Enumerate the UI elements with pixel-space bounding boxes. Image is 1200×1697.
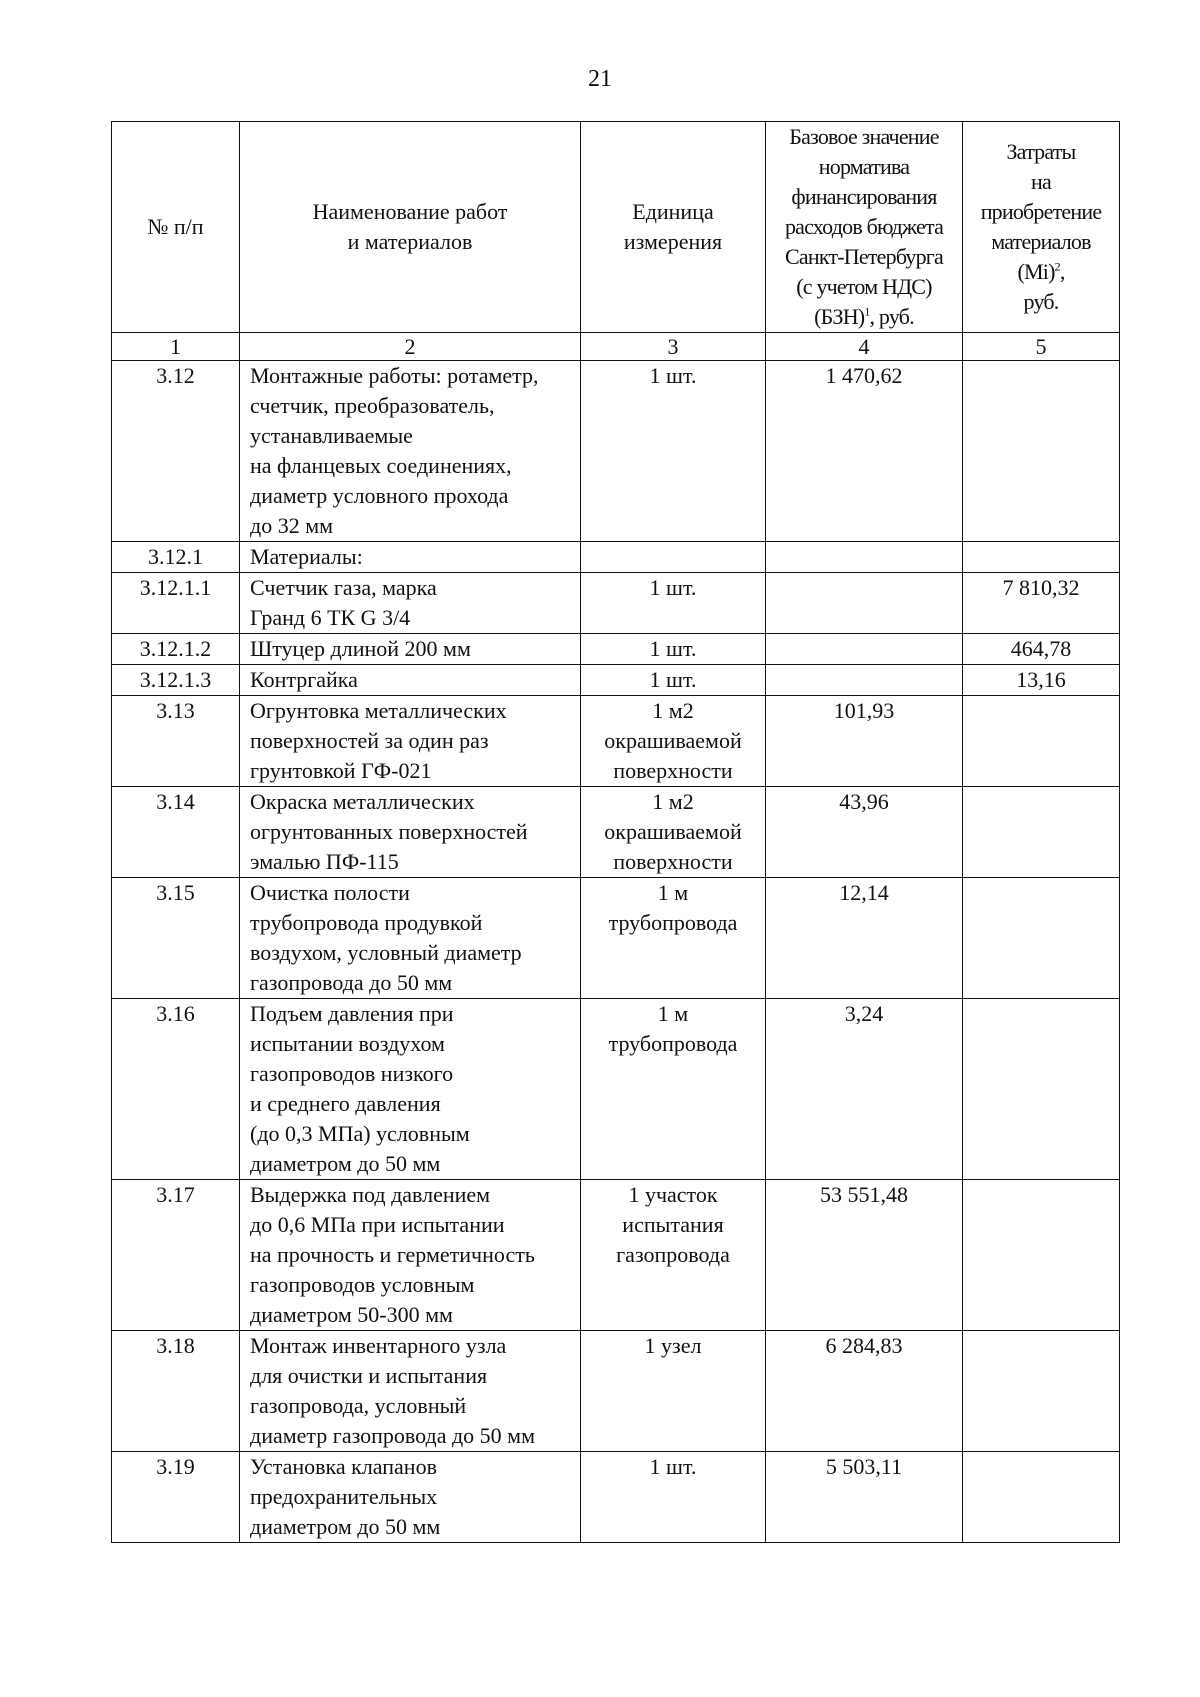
- unit-line: поверхности: [613, 849, 733, 874]
- unit-line: газопровода: [616, 1242, 730, 1267]
- row-number: 3.12: [112, 361, 240, 542]
- work-name: [240, 999, 581, 1180]
- table-row: [112, 542, 1120, 573]
- unit-line: 1 м: [657, 1001, 689, 1026]
- work-name-line: Огрунтовка металлических: [250, 698, 507, 723]
- work-name: [240, 573, 581, 634]
- row-number: 3.12.1.1: [112, 573, 240, 634]
- unit-of-measure: [581, 361, 766, 542]
- work-name-line: Очистка полости: [250, 880, 410, 905]
- work-name-line: грунтовкой ГФ-021: [250, 758, 432, 783]
- work-name: [240, 665, 581, 696]
- column-index-row: 1 2 3 4 5: [112, 333, 1120, 361]
- material-cost: [963, 999, 1120, 1180]
- row-number: 3.18: [112, 1331, 240, 1452]
- base-value: 6 284,83: [766, 1331, 963, 1452]
- work-name-line: на прочность и герметичность: [250, 1242, 535, 1267]
- header-num: № п/п: [112, 122, 240, 333]
- header-material-cost: Затраты на приобретение материалов $(Mi)^2$, руб.: [963, 122, 1120, 333]
- unit-line: 1 м: [657, 880, 689, 905]
- work-name: [240, 1180, 581, 1331]
- cost-table: [111, 121, 1120, 1543]
- work-name-line: газопровода, условный: [250, 1393, 467, 1418]
- table-header: [112, 122, 1120, 361]
- row-number: 3.15: [112, 878, 240, 999]
- unit-line: 1 шт.: [649, 636, 697, 661]
- work-name: [240, 542, 581, 573]
- unit-of-measure: [581, 696, 766, 787]
- work-name-line: Контргайка: [250, 667, 358, 692]
- table-row: [112, 1180, 1120, 1331]
- table-row: [112, 1452, 1120, 1543]
- material-cost: 7 810,32: [963, 573, 1120, 634]
- header-unit: Единица измерения: [581, 122, 766, 333]
- row-number: 3.13: [112, 696, 240, 787]
- unit-line: 1 узел: [644, 1333, 702, 1358]
- unit-of-measure: [581, 787, 766, 878]
- work-name: [240, 634, 581, 665]
- unit-line: окрашиваемой: [604, 819, 742, 844]
- table-row: [112, 787, 1120, 878]
- unit-line: 1 участок: [628, 1182, 718, 1207]
- unit-of-measure: [581, 573, 766, 634]
- work-name: [240, 878, 581, 999]
- unit-line: трубопровода: [608, 1031, 738, 1056]
- base-value: 3,24: [766, 999, 963, 1180]
- material-cost: [963, 361, 1120, 542]
- work-name-line: устанавливаемые: [250, 423, 413, 448]
- row-number: 3.12.1: [112, 542, 240, 573]
- work-name-line: до 32 мм: [250, 513, 334, 538]
- base-value: 12,14: [766, 878, 963, 999]
- unit-line: 1 шт.: [649, 363, 697, 388]
- table-row: [112, 1331, 1120, 1452]
- unit-line: 1 м2: [652, 698, 694, 723]
- material-cost: [963, 1452, 1120, 1543]
- work-name-line: диаметр газопровода до 50 мм: [250, 1423, 536, 1448]
- table-row: [112, 634, 1120, 665]
- unit-of-measure: [581, 542, 766, 573]
- material-cost: [963, 878, 1120, 999]
- work-name-line: диаметром до 50 мм: [250, 1514, 441, 1539]
- base-value: 53 551,48: [766, 1180, 963, 1331]
- table-row: [112, 361, 1120, 542]
- work-name-line: Гранд 6 ТК G 3/4: [250, 605, 411, 630]
- base-value: [766, 573, 963, 634]
- table-body: [112, 361, 1120, 1543]
- table-row: [112, 696, 1120, 787]
- base-value: 1 470,62: [766, 361, 963, 542]
- base-value: [766, 665, 963, 696]
- work-name-line: испытании воздухом: [250, 1031, 445, 1056]
- unit-of-measure: [581, 665, 766, 696]
- work-name-line: диаметр условного прохода: [250, 483, 509, 508]
- work-name-line: газопроводов условным: [250, 1272, 475, 1297]
- work-name-line: трубопровода продувкой: [250, 910, 483, 935]
- work-name-line: и среднего давления: [250, 1091, 441, 1116]
- page-number: 21: [588, 66, 612, 92]
- unit-of-measure: [581, 999, 766, 1180]
- material-cost: [963, 1331, 1120, 1452]
- row-number: 3.12.1.2: [112, 634, 240, 665]
- unit-line: 1 шт.: [649, 1454, 697, 1479]
- work-name: [240, 361, 581, 542]
- material-cost: 13,16: [963, 665, 1120, 696]
- work-name-line: Материалы:: [250, 544, 363, 569]
- work-name-line: Установка клапанов: [250, 1454, 437, 1479]
- unit-line: 1 м2: [652, 789, 694, 814]
- row-number: 3.19: [112, 1452, 240, 1543]
- work-name: [240, 787, 581, 878]
- unit-of-measure: [581, 1452, 766, 1543]
- row-number: 3.12.1.3: [112, 665, 240, 696]
- header-base-value: Базовое значение норматива финансирования расходов бюджета Санкт-Петербурга (с учетом НДС) (БЗН)$^1$, руб.: [766, 122, 963, 333]
- unit-line: 1 шт.: [649, 667, 697, 692]
- work-name-line: Монтажные работы: ротаметр,: [250, 363, 539, 388]
- table-row: [112, 878, 1120, 999]
- unit-line: испытания: [622, 1212, 724, 1237]
- unit-line: окрашиваемой: [604, 728, 742, 753]
- work-name-line: воздухом, условный диаметр: [250, 940, 522, 965]
- material-cost: [963, 696, 1120, 787]
- base-value: [766, 542, 963, 573]
- material-cost: [963, 1180, 1120, 1331]
- material-cost: [963, 787, 1120, 878]
- base-value: 5 503,11: [766, 1452, 963, 1543]
- work-name-line: Штуцер длиной 200 мм: [250, 636, 471, 661]
- work-name-line: Подъем давления при: [250, 1001, 454, 1026]
- work-name: [240, 696, 581, 787]
- work-name-line: предохранительных: [250, 1484, 438, 1509]
- work-name-line: Монтаж инвентарного узла: [250, 1333, 507, 1358]
- material-cost: [963, 542, 1120, 573]
- unit-of-measure: [581, 1331, 766, 1452]
- work-name-line: диаметром до 50 мм: [250, 1151, 441, 1176]
- work-name-line: поверхностей за один раз: [250, 728, 489, 753]
- work-name-line: эмалью ПФ-115: [250, 849, 399, 874]
- work-name-line: на фланцевых соединениях,: [250, 453, 512, 478]
- work-name-line: счетчик, преобразователь,: [250, 393, 495, 418]
- work-name-line: огрунтованных поверхностей: [250, 819, 528, 844]
- work-name-line: до 0,6 МПа при испытании: [250, 1212, 505, 1237]
- table-row: [112, 665, 1120, 696]
- base-value: [766, 634, 963, 665]
- work-name: [240, 1452, 581, 1543]
- work-name-line: Выдержка под давлением: [250, 1182, 491, 1207]
- table-row: [112, 999, 1120, 1180]
- unit-of-measure: [581, 878, 766, 999]
- unit-line: поверхности: [613, 758, 733, 783]
- unit-of-measure: [581, 1180, 766, 1331]
- work-name-line: Окраска металлических: [250, 789, 475, 814]
- material-cost: 464,78: [963, 634, 1120, 665]
- unit-line: 1 шт.: [649, 575, 697, 600]
- work-name-line: диаметром 50-300 мм: [250, 1302, 453, 1327]
- work-name-line: (до 0,3 МПа) условным: [250, 1121, 470, 1146]
- work-name: [240, 1331, 581, 1452]
- work-name-line: Счетчик газа, марка: [250, 575, 437, 600]
- unit-of-measure: [581, 634, 766, 665]
- table-row: [112, 573, 1120, 634]
- row-number: 3.17: [112, 1180, 240, 1331]
- base-value: 43,96: [766, 787, 963, 878]
- work-name-line: для очистки и испытания: [250, 1363, 488, 1388]
- work-name-line: газопровода до 50 мм: [250, 970, 453, 995]
- unit-line: трубопровода: [608, 910, 738, 935]
- base-value: 101,93: [766, 696, 963, 787]
- work-name-line: газопроводов низкого: [250, 1061, 454, 1086]
- header-name: Наименование работ и материалов: [240, 122, 581, 333]
- row-number: 3.14: [112, 787, 240, 878]
- row-number: 3.16: [112, 999, 240, 1180]
